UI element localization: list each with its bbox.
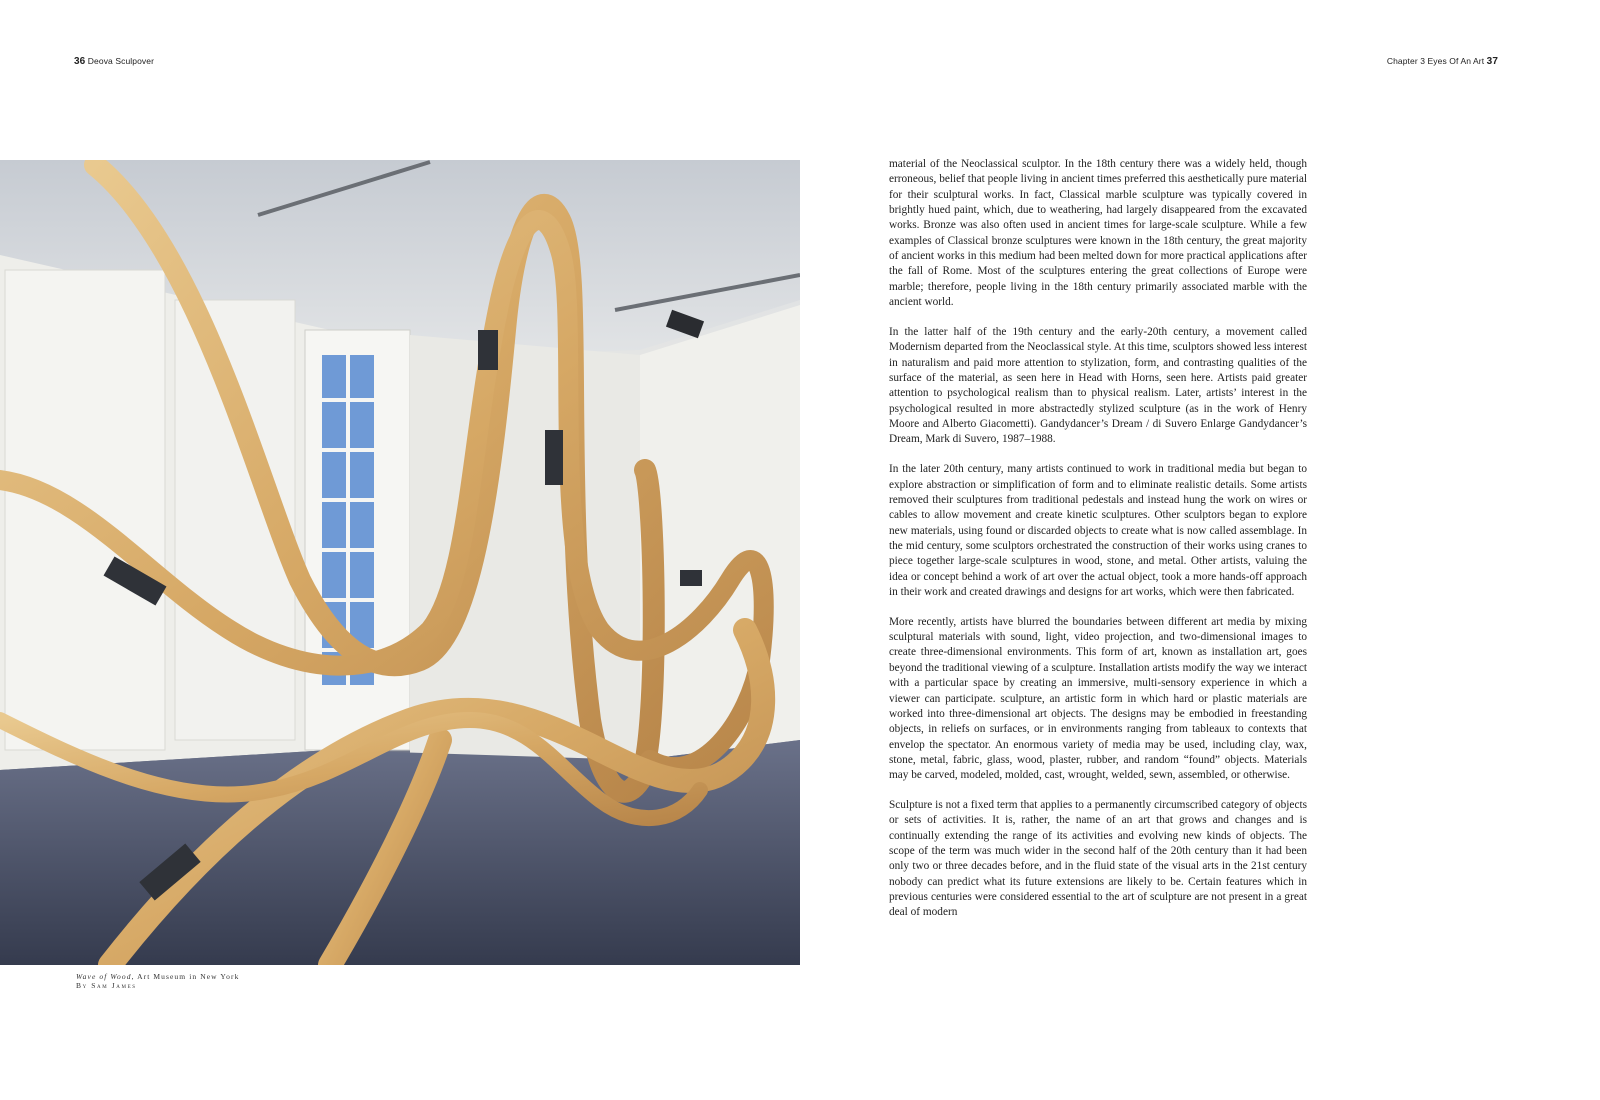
back-wall bbox=[410, 335, 640, 760]
sculpture-illustration bbox=[0, 160, 800, 965]
left-running-head bbox=[74, 56, 154, 67]
article-body bbox=[889, 157, 1307, 935]
article-paragraph: In the latter half of the 19th century and the early-20th century, a movement called Modernism departed from the Neoclassical style. At this time, sculptors showed less interest in naturalism and paid more attention to stylization, form, and contrasting qualities of the surface of the material, as seen here in Head with Horns, seen here. Artists paid greater attention to psychological realism than to physical realism. Later, artists’ interest in the psychological resulted in more abstractedly stylized sculpture (as in the work of Henry Moore and Alberto Giacometti). Gandydancer’s Dream / di Suvero Enlarge Gandydancer’s Dream, Mark di Suvero, 1987–1988. bbox=[889, 325, 1307, 446]
right-page-number: 37 bbox=[1486, 56, 1498, 67]
right-chapter-title: Chapter 3 Eyes Of An Art bbox=[1386, 56, 1485, 66]
joint-plate-1 bbox=[478, 330, 498, 370]
caption-credit: By Sam James bbox=[76, 981, 137, 990]
article-paragraph: In the later 20th century, many artists continued to work in traditional media but began to explore abstraction or simplification of form and to eliminate realistic details. Some artists removed their sculptures from traditional pedestals and instead hung the work on wires or cables to allow movement and create kinetic sculptures. Other sculptors began to explore new materials, using found or discarded objects to create what is now called assemblage. In the mid century, some sculptors orchestrated the construction of their works using cranes to piece together large-scale sculptures in wood, stone, and metal. Other artists, valuing the idea or concept behind a work of art over the actual object, took a more hands-off approach in their work and created drawings and designs for art works, which were then fabricated. bbox=[889, 463, 1307, 598]
sculpture-photo bbox=[0, 160, 800, 965]
article-paragraph: More recently, artists have blurred the boundaries between different art media by mixing sculptural materials with sound, light, video projection, and two-dimensional images to create three-dimensional environments. This form of art, known as installation art, goes beyond the traditional viewing of a sculpture. Installation artists modify the way we interact with a particular space by creating an immersive, multi-sensory experience in which a viewer can participate. sculpture, an artistic form in which hard or plastic materials are worked into three-dimensional art objects. The designs may be embodied in freestanding objects, in reliefs on surfaces, or in environments ranging from tableaux to contexts that envelop the spectator. An enormous variety of media may be used, including clay, wax, stone, metal, fabric, glass, wood, plaster, rubber, and random “found” objects. Materials may be carved, modeled, molded, cast, wrought, welded, sewn, assembled, or otherwise. bbox=[889, 615, 1307, 782]
photo-caption bbox=[76, 972, 239, 990]
caption-artwork-title: Wave of Wood bbox=[76, 972, 132, 981]
right-running-head bbox=[1387, 56, 1498, 67]
caption-location: , Art Museum in New York bbox=[131, 972, 240, 981]
joint-plate-2 bbox=[545, 430, 563, 485]
article-paragraph: Sculpture is not a fixed term that applies to a permanently circumscribed category of objects or sets of activities. It is, rather, the name of an art that grows and changes and is continually extending the range of its activities and evolving new kinds of objects. The scope of the term was much wider in the second half of the 20th century than it had been only two or three decades before, and in the fluid state of the visual arts in the 21st century nobody can predict what its future extensions are likely to be. Certain features which in previous centuries were considered essential to the art of sculpture are not present in a great deal of modern bbox=[889, 799, 1307, 919]
article-paragraph: material of the Neoclassical sculptor. In the 18th century there was a widely held, though erroneous, belief that people living in ancient times preferred this aesthetically pure material for their sculptural works. In fact, Classical marble sculpture was typically covered in brightly hued paint, which, due to weathering, had largely disappeared from the excavated works. Bronze was also often used in ancient times for large-scale sculpture. While a few examples of Classical bronze sculptures were known in the 18th century, the great majority of ancient works in this medium had been melted down for more practical applications after the fall of Rome. Most of the sculptures entering the great collections of Europe were marble; therefore, people living in the 18th century primarily associated marble with the ancient world. bbox=[889, 158, 1307, 309]
caption-line-1 bbox=[76, 972, 239, 981]
left-book-title: Deova Sculpover bbox=[87, 56, 155, 66]
right-wall bbox=[640, 305, 800, 760]
joint-plate-5 bbox=[680, 570, 702, 586]
left-page-number: 36 bbox=[74, 56, 86, 67]
